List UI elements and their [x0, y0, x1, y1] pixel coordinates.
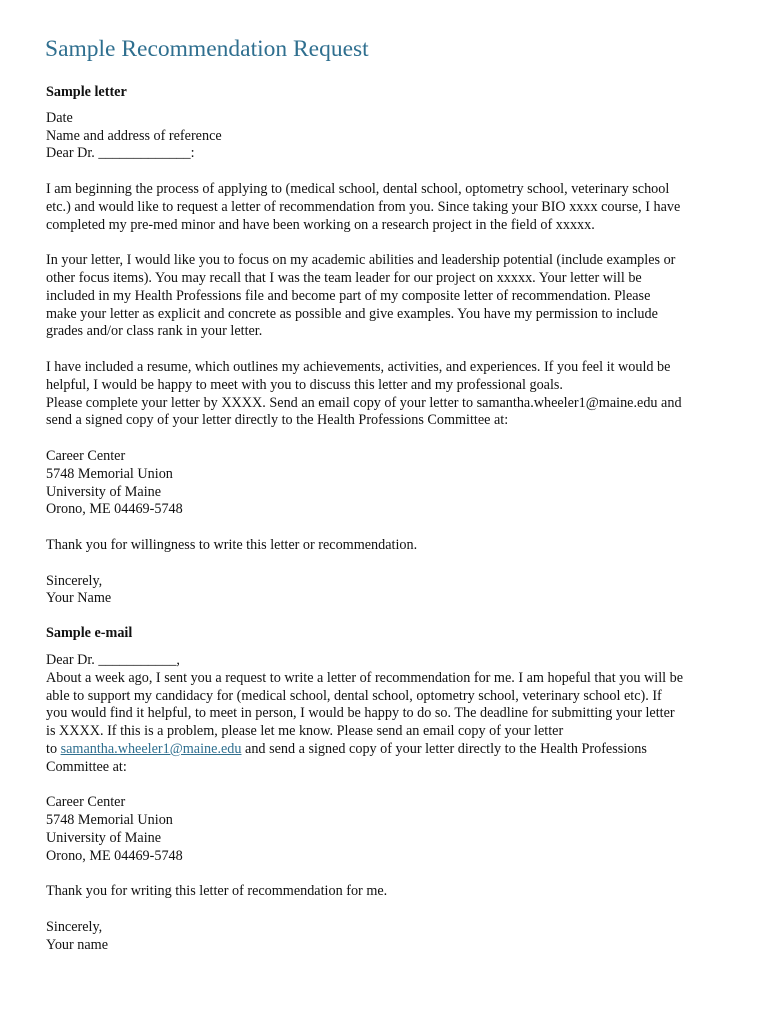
signature-line: Your name	[46, 936, 109, 953]
address-line: Orono, ME 04469-5748	[46, 847, 183, 864]
text-line: completed my pre-med minor and have been working on a research project in the field of xxxxx.	[46, 216, 595, 233]
signature-line: Your Name	[46, 590, 112, 607]
letter-paragraph-2	[46, 252, 726, 341]
letter-salutation: Dear Dr. _____________:	[46, 145, 195, 162]
letter-date: Date	[46, 109, 73, 126]
link-suffix: and send a signed copy of your letter directly to the Health Professions	[241, 740, 647, 757]
text-line: About a week ago, I sent you a request to write a letter of recommendation for me. I am hopeful that you will be	[46, 669, 684, 686]
text-line: helpful, I would be happy to meet with you to discuss this letter and my professional goals.	[46, 376, 563, 393]
address-line: 5748 Memorial Union	[46, 812, 173, 829]
text-line: I am beginning the process of applying to (medical school, dental school, optometry school, veterinary school	[46, 180, 670, 197]
letter-mailing-address	[46, 448, 726, 519]
document-body	[46, 34, 726, 954]
address-line: University of Maine	[46, 829, 162, 846]
address-line: Career Center	[46, 447, 126, 464]
address-line: University of Maine	[46, 483, 162, 500]
email-thanks	[46, 883, 726, 901]
text-line: make your letter as explicit and concrete as possible and give examples. You have my permission to include	[46, 305, 658, 322]
text-line: etc.) and would like to request a letter of recommendation from you. Since taking your BIO xxxx course, I have	[46, 198, 681, 215]
text-line: grades and/or class rank in your letter.	[46, 323, 263, 340]
page-title: Sample Recommendation Request	[45, 36, 369, 62]
address-line: Career Center	[46, 794, 126, 811]
letter-paragraph-3	[46, 359, 726, 430]
address-line: 5748 Memorial Union	[46, 465, 173, 482]
address-line: Orono, ME 04469-5748	[46, 501, 183, 518]
text-line: I have included a resume, which outlines my achievements, activities, and experiences. If you feel it would be	[46, 358, 671, 375]
closing-line: Sincerely,	[46, 918, 103, 935]
link-prefix: to	[46, 740, 61, 757]
letter-header	[46, 110, 726, 163]
letter-closing	[46, 573, 726, 609]
text-line: included in my Health Professions file and become part of my composite letter of recommendation. Please	[46, 287, 651, 304]
email-address-link[interactable]: samantha.wheeler1@maine.edu	[60, 740, 242, 757]
email-closing	[46, 919, 726, 955]
letter-thanks	[46, 537, 726, 555]
section-heading-email: Sample e-mail	[46, 625, 133, 642]
text-line: Please complete your letter by XXXX. Send an email copy of your letter to samantha.wheeler1@maine.edu and	[46, 394, 682, 411]
closing-line: Sincerely,	[46, 572, 103, 589]
letter-paragraph-1	[46, 181, 726, 234]
email-greeting: Dear Dr. ___________,	[46, 651, 180, 668]
text-line: other focus items). You may recall that I was the team leader for our project on xxxxx. Your letter will be	[46, 269, 642, 286]
email-link-line	[46, 741, 726, 759]
text-line: Thank you for writing this letter of recommendation for me.	[46, 883, 388, 900]
email-body	[46, 652, 726, 777]
text-line: send a signed copy of your letter directly to the Health Professions Committee at:	[46, 412, 509, 429]
text-line: Committee at:	[46, 758, 127, 775]
text-line: you would find it helpful, to meet in person, I would be happy to do so. The deadline for submitting your letter	[46, 705, 675, 722]
text-line: Thank you for willingness to write this letter or recommendation.	[46, 536, 418, 553]
text-line: In your letter, I would like you to focus on my academic abilities and leadership potential (include examples or	[46, 252, 676, 269]
email-mailing-address	[46, 794, 726, 865]
letter-reference-address: Name and address of reference	[46, 127, 222, 144]
section-heading-letter: Sample letter	[46, 84, 127, 100]
text-line: able to support my candidacy for (medical school, dental school, optometry school, veterinary school etc). If	[46, 687, 662, 704]
text-line: is XXXX. If this is a problem, please let me know. Please send an email copy of your letter	[46, 723, 564, 740]
